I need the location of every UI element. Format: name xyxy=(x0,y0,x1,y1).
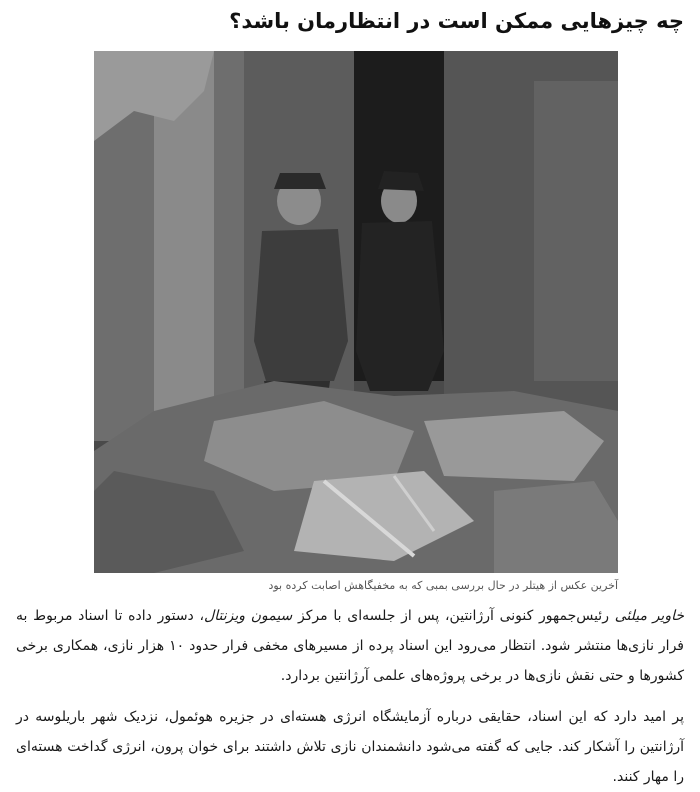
article-photo xyxy=(94,51,618,573)
paragraph-1-text-a: رئیس‌جمهور کنونی آرژانتین، پس از جلسه‌ای با مرکز xyxy=(292,608,615,624)
article-heading: چه چیزهایی ممکن است در انتظارمان باشد؟ xyxy=(229,9,684,33)
photo-illustration xyxy=(94,51,618,573)
person-name: خاویر میلئی xyxy=(614,608,684,624)
paragraph-2: پر امید دارد که این اسناد، حقایقی درباره آزمایشگاه انرژی هسته‌ای در جزیره هوئمول، نزدیک شهر باریلوسه در آرژانتین را آشکار کند. جایی که گفته می‌شود دانشمندان نازی تلاش داشتند برای خوان پرون، انرژی گداخت هسته‌ای را مهار کنند. xyxy=(16,709,684,785)
organization-name: سیمون ویزنتال xyxy=(204,608,293,624)
paragraph-1-text-b: ، دستور داده تا اسناد مربوط به فرار نازی‌ها منتشر شود. انتظار می‌رود این اسناد پرده از مسیرهای مخفی فرار حدود ۱۰ هزار نازی، همکاری برخی کشورها و حتی نقش نازی‌ها در برخی پروژه‌های علمی آرژانتین بردارد. xyxy=(16,608,684,684)
paragraph-1 xyxy=(16,601,684,691)
photo-caption: آخرین عکس از هیتلر در حال بررسی بمبی که به مخفیگاهش اصابت کرده بود xyxy=(268,579,618,592)
